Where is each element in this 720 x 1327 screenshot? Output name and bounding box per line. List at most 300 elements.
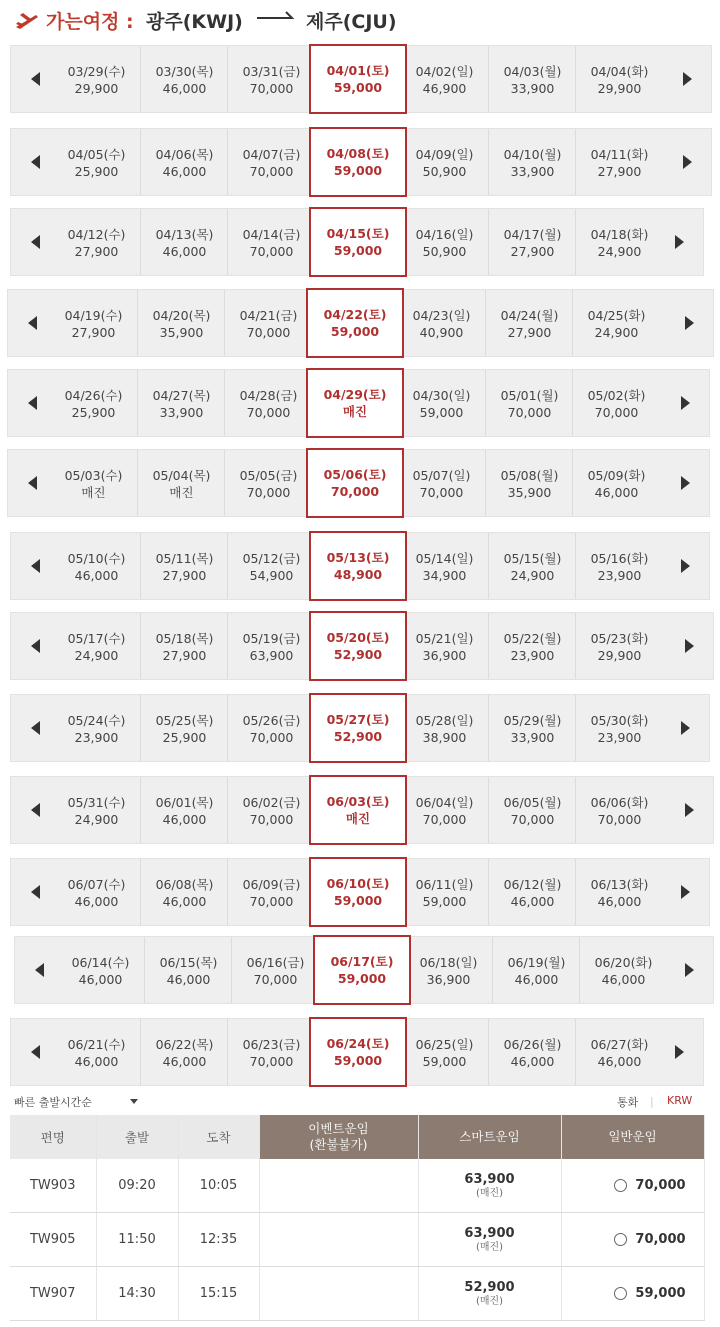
day-date: 04/24(월) (500, 308, 559, 323)
day-date: 05/09(화) (587, 468, 646, 483)
day-cell[interactable] (398, 290, 485, 356)
day-price: 46,900 (422, 81, 467, 96)
day-cell[interactable] (53, 129, 140, 195)
selected-day-cell[interactable] (309, 531, 407, 601)
day-price: 매진 (81, 485, 106, 500)
day-price: 59,000 (333, 893, 383, 908)
day-date: 04/19(수) (64, 308, 123, 323)
selected-day-cell[interactable] (306, 448, 404, 518)
day-price: 27,900 (510, 244, 555, 259)
day-date: 04/16(일) (415, 227, 474, 242)
day-date: 06/01(목) (155, 795, 214, 810)
day-price: 70,000 (507, 405, 552, 420)
smart-fare-soldout: (매진) (475, 1241, 504, 1253)
next-week-button[interactable] (667, 1019, 691, 1085)
day-price: 33,900 (510, 81, 555, 96)
chevron-left-icon (31, 721, 40, 735)
week-row (10, 208, 704, 276)
chevron-left-icon (31, 1045, 40, 1059)
day-cell[interactable] (405, 937, 492, 1003)
day-price: 25,900 (74, 164, 119, 179)
day-date: 06/26(월) (503, 1037, 562, 1052)
day-cell[interactable] (224, 290, 312, 356)
day-price: 24,900 (74, 648, 119, 663)
day-cell[interactable] (488, 695, 576, 761)
day-date: 05/04(목) (152, 468, 211, 483)
day-cell[interactable] (575, 533, 663, 599)
day-cell[interactable] (50, 370, 137, 436)
day-cell[interactable] (227, 46, 315, 112)
day-date: 06/27(화) (590, 1037, 649, 1052)
day-cell[interactable] (401, 613, 488, 679)
day-date: 04/06(목) (155, 147, 214, 162)
day-cell[interactable] (227, 209, 315, 275)
day-price: 70,000 (249, 164, 294, 179)
day-price: 46,000 (162, 894, 207, 909)
selected-day-cell[interactable] (309, 857, 407, 927)
day-cell[interactable] (401, 209, 488, 275)
day-price: 54,900 (249, 568, 294, 583)
day-date: 04/08(토) (326, 146, 390, 161)
prev-week-button[interactable] (20, 450, 44, 516)
day-cell[interactable] (575, 1019, 663, 1085)
route-destination: 제주(CJU) (306, 11, 397, 33)
day-date: 06/16(금) (246, 955, 305, 970)
day-cell[interactable] (53, 533, 140, 599)
day-date: 03/31(금) (242, 64, 301, 79)
day-cell[interactable] (488, 1019, 576, 1085)
week-row (7, 289, 714, 357)
day-cell[interactable] (224, 370, 312, 436)
day-cell[interactable] (53, 209, 140, 275)
day-date: 06/15(목) (159, 955, 218, 970)
prev-week-button[interactable] (23, 777, 47, 843)
day-cell[interactable] (572, 450, 660, 516)
day-price: 매진 (342, 404, 368, 419)
chevron-right-icon (685, 316, 694, 330)
day-date: 05/02(화) (587, 388, 646, 403)
day-cell[interactable] (401, 46, 488, 112)
day-cell[interactable] (144, 937, 232, 1003)
day-date: 06/02(금) (242, 795, 301, 810)
day-price: 70,000 (246, 405, 291, 420)
day-cell[interactable] (227, 777, 315, 843)
chevron-left-icon (31, 72, 40, 86)
fare-radio[interactable] (614, 1233, 627, 1246)
smart-fare-amount: 52,900 (464, 1279, 515, 1295)
day-date: 05/21(일) (415, 631, 474, 646)
day-cell[interactable] (401, 777, 488, 843)
chevron-right-icon (681, 476, 690, 490)
day-price: 24,900 (74, 812, 119, 827)
day-date: 05/23(화) (590, 631, 649, 646)
day-price: 29,900 (597, 81, 642, 96)
fare-radio[interactable] (614, 1287, 627, 1300)
day-date: 05/28(일) (415, 713, 474, 728)
selected-day-cell[interactable] (309, 44, 407, 114)
prev-week-button[interactable] (23, 695, 47, 761)
day-price: 33,900 (510, 730, 555, 745)
day-price: 27,900 (162, 568, 207, 583)
day-price: 70,000 (253, 972, 298, 987)
day-cell[interactable] (231, 937, 319, 1003)
day-price: 46,000 (74, 894, 119, 909)
next-week-button[interactable] (673, 450, 697, 516)
day-date: 04/22(토) (323, 307, 387, 322)
day-price: 46,000 (510, 1054, 555, 1069)
next-week-button[interactable] (675, 46, 699, 112)
day-price: 24,900 (597, 244, 642, 259)
day-date: 04/29(토) (323, 387, 387, 402)
day-date: 06/21(수) (67, 1037, 126, 1052)
fare-radio[interactable] (614, 1179, 627, 1192)
day-price: 59,000 (333, 80, 383, 95)
week-row (10, 45, 712, 113)
selected-day-cell[interactable] (306, 368, 404, 438)
selected-day-cell[interactable] (309, 611, 407, 681)
day-cell[interactable] (485, 290, 573, 356)
table-row (10, 1267, 704, 1321)
day-cell[interactable] (50, 290, 137, 356)
selected-day-cell[interactable] (309, 1017, 407, 1087)
next-week-button[interactable] (675, 129, 699, 195)
day-date: 04/17(월) (503, 227, 562, 242)
selected-day-cell[interactable] (309, 693, 407, 763)
day-price: 70,000 (510, 812, 555, 827)
day-price: 40,900 (419, 325, 464, 340)
header-event-fare (259, 1115, 418, 1159)
day-cell[interactable] (575, 209, 663, 275)
next-week-button[interactable] (677, 777, 701, 843)
day-cell[interactable] (401, 533, 488, 599)
day-price: 27,900 (507, 325, 552, 340)
day-cell[interactable] (140, 209, 228, 275)
prev-week-button[interactable] (23, 46, 47, 112)
week-row (10, 532, 710, 600)
day-cell[interactable] (227, 613, 315, 679)
day-price: 25,900 (162, 730, 207, 745)
day-price: 50,900 (422, 244, 467, 259)
day-price: 매진 (169, 485, 194, 500)
day-date: 04/02(일) (415, 64, 474, 79)
day-date: 06/09(금) (242, 877, 301, 892)
day-price: 70,000 (422, 812, 467, 827)
day-date: 05/18(목) (155, 631, 214, 646)
day-price: 46,000 (162, 812, 207, 827)
normal-fare-cell[interactable] (561, 1213, 704, 1267)
next-week-button[interactable] (673, 695, 697, 761)
day-date: 05/01(월) (500, 388, 559, 403)
prev-week-button[interactable] (20, 290, 44, 356)
day-price: 매진 (345, 811, 371, 826)
day-price: 27,900 (74, 244, 119, 259)
day-cell[interactable] (53, 777, 140, 843)
day-price: 24,900 (510, 568, 555, 583)
selected-day-cell[interactable] (309, 775, 407, 845)
day-cell[interactable] (575, 613, 663, 679)
day-date: 05/06(토) (323, 467, 387, 482)
day-cell[interactable] (401, 859, 488, 925)
arrive-time: 15:15 (178, 1267, 259, 1321)
header-flight: 편명 (10, 1115, 96, 1159)
currency-value[interactable]: KRW (667, 1094, 693, 1107)
day-price: 24,900 (594, 325, 639, 340)
day-cell[interactable] (227, 129, 315, 195)
day-price: 52,900 (333, 647, 383, 662)
day-price: 48,900 (333, 567, 383, 582)
chevron-right-icon (681, 396, 690, 410)
day-cell[interactable] (50, 450, 137, 516)
day-date: 04/30(일) (412, 388, 471, 403)
day-price: 35,900 (159, 325, 204, 340)
next-week-button[interactable] (667, 209, 691, 275)
depart-time: 14:30 (96, 1267, 178, 1321)
day-cell[interactable] (398, 450, 485, 516)
day-cell[interactable] (488, 129, 576, 195)
day-date: 06/04(일) (415, 795, 474, 810)
sort-select[interactable]: 빠른 출발시간순 (14, 1096, 92, 1109)
day-price: 34,900 (422, 568, 467, 583)
day-date: 06/12(월) (503, 877, 562, 892)
day-price: 70,000 (246, 485, 291, 500)
day-cell[interactable] (53, 695, 140, 761)
day-date: 05/17(수) (67, 631, 126, 646)
day-cell[interactable] (572, 290, 660, 356)
chevron-down-icon[interactable] (130, 1099, 138, 1104)
day-cell[interactable] (53, 1019, 140, 1085)
chevron-right-icon (685, 963, 694, 977)
day-price: 70,000 (249, 894, 294, 909)
day-date: 05/11(목) (155, 551, 214, 566)
chevron-right-icon (681, 559, 690, 573)
next-week-button[interactable] (673, 370, 697, 436)
chevron-right-icon (675, 1045, 684, 1059)
day-cell[interactable] (140, 1019, 228, 1085)
day-cell[interactable] (485, 370, 573, 436)
next-week-button[interactable] (677, 937, 701, 1003)
day-date: 04/09(일) (415, 147, 474, 162)
day-cell[interactable] (488, 46, 576, 112)
day-price: 46,000 (597, 894, 642, 909)
chevron-left-icon (31, 885, 40, 899)
day-cell[interactable] (488, 859, 576, 925)
day-date: 05/05(금) (239, 468, 298, 483)
prev-week-button[interactable] (23, 129, 47, 195)
day-price: 46,000 (510, 894, 555, 909)
day-date: 05/26(금) (242, 713, 301, 728)
prev-week-button[interactable] (23, 533, 47, 599)
day-cell[interactable] (575, 46, 663, 112)
chevron-left-icon (31, 803, 40, 817)
table-row (10, 1159, 704, 1213)
selected-day-cell[interactable] (309, 127, 407, 197)
day-date: 05/27(토) (326, 712, 390, 727)
day-cell[interactable] (579, 937, 667, 1003)
day-price: 70,000 (597, 812, 642, 827)
normal-fare-cell[interactable] (561, 1159, 704, 1213)
chevron-right-icon (681, 885, 690, 899)
day-cell[interactable] (488, 533, 576, 599)
day-cell[interactable] (140, 859, 228, 925)
day-date: 06/05(월) (503, 795, 562, 810)
day-cell[interactable] (137, 450, 225, 516)
day-cell[interactable] (488, 209, 576, 275)
week-row (10, 128, 712, 196)
day-date: 04/14(금) (242, 227, 301, 242)
smart-fare-cell (418, 1159, 561, 1213)
day-price: 23,900 (74, 730, 119, 745)
day-cell[interactable] (401, 129, 488, 195)
day-price: 46,000 (162, 164, 207, 179)
prev-week-button[interactable] (23, 209, 47, 275)
day-price: 59,000 (337, 971, 387, 986)
day-cell[interactable] (575, 859, 663, 925)
day-cell[interactable] (401, 1019, 488, 1085)
day-cell[interactable] (398, 370, 485, 436)
day-cell[interactable] (53, 46, 140, 112)
day-date: 05/16(화) (590, 551, 649, 566)
day-date: 05/15(월) (503, 551, 562, 566)
day-cell[interactable] (140, 777, 228, 843)
day-cell[interactable] (227, 533, 315, 599)
chevron-right-icon (681, 721, 690, 735)
day-price: 70,000 (249, 81, 294, 96)
day-cell[interactable] (224, 450, 312, 516)
day-price: 59,000 (333, 243, 383, 258)
chevron-right-icon (683, 72, 692, 86)
week-row (10, 694, 710, 762)
chevron-left-icon (31, 155, 40, 169)
prev-week-button[interactable] (27, 937, 51, 1003)
day-cell[interactable] (140, 129, 228, 195)
day-cell[interactable] (401, 695, 488, 761)
next-week-button[interactable] (673, 859, 697, 925)
day-cell[interactable] (575, 777, 663, 843)
day-date: 05/10(수) (67, 551, 126, 566)
next-week-button[interactable] (677, 290, 701, 356)
day-price: 46,000 (601, 972, 646, 987)
day-price: 46,000 (74, 1054, 119, 1069)
day-cell[interactable] (137, 290, 225, 356)
day-cell[interactable] (488, 777, 576, 843)
day-cell[interactable] (575, 129, 663, 195)
day-price: 70,000 (249, 730, 294, 745)
day-cell[interactable] (575, 695, 663, 761)
day-price: 70,000 (419, 485, 464, 500)
day-price: 36,900 (422, 648, 467, 663)
day-price: 46,000 (597, 1054, 642, 1069)
prev-week-button[interactable] (23, 1019, 47, 1085)
prev-week-button[interactable] (20, 370, 44, 436)
day-cell[interactable] (485, 450, 573, 516)
day-date: 05/24(수) (67, 713, 126, 728)
day-price: 29,900 (597, 648, 642, 663)
depart-time: 09:20 (96, 1159, 178, 1213)
smart-fare-cell (418, 1267, 561, 1321)
week-row (10, 858, 710, 926)
flight-number: TW903 (10, 1159, 96, 1213)
day-price: 36,900 (426, 972, 471, 987)
day-date: 05/22(월) (503, 631, 562, 646)
day-date: 06/10(토) (326, 876, 390, 891)
normal-fare-amount: 70,000 (635, 1178, 686, 1193)
day-date: 05/20(토) (326, 630, 390, 645)
day-date: 05/14(일) (415, 551, 474, 566)
day-price: 23,900 (510, 648, 555, 663)
table-row (10, 1213, 704, 1267)
day-price: 46,000 (78, 972, 123, 987)
day-price: 59,000 (333, 1053, 383, 1068)
day-price: 59,000 (419, 405, 464, 420)
day-cell[interactable] (53, 859, 140, 925)
day-date: 06/17(토) (330, 954, 394, 969)
day-date: 06/08(목) (155, 877, 214, 892)
day-price: 33,900 (510, 164, 555, 179)
day-price: 35,900 (507, 485, 552, 500)
normal-fare-cell[interactable] (561, 1267, 704, 1321)
selected-day-cell[interactable] (313, 935, 411, 1005)
chevron-left-icon (28, 316, 37, 330)
selected-day-cell[interactable] (306, 288, 404, 358)
day-date: 06/22(목) (155, 1037, 214, 1052)
day-date: 06/07(수) (67, 877, 126, 892)
day-date: 05/07(일) (412, 468, 471, 483)
currency-label: 통화 (617, 1096, 639, 1109)
day-date: 06/18(일) (419, 955, 478, 970)
day-cell[interactable] (227, 1019, 315, 1085)
day-date: 06/23(금) (242, 1037, 301, 1052)
route-arrow-icon (256, 10, 294, 24)
day-cell[interactable] (137, 370, 225, 436)
day-price: 70,000 (249, 812, 294, 827)
day-cell[interactable] (140, 533, 228, 599)
day-cell[interactable] (53, 613, 140, 679)
next-week-button[interactable] (673, 533, 697, 599)
day-date: 04/15(토) (326, 226, 390, 241)
selected-day-cell[interactable] (309, 207, 407, 277)
day-price: 46,000 (166, 972, 211, 987)
day-price: 29,900 (74, 81, 119, 96)
week-row (10, 1018, 704, 1086)
day-cell[interactable] (572, 370, 660, 436)
day-cell[interactable] (140, 613, 228, 679)
header-arrive: 도착 (178, 1115, 259, 1159)
day-date: 04/04(화) (590, 64, 649, 79)
day-cell[interactable] (492, 937, 580, 1003)
day-cell[interactable] (227, 695, 315, 761)
prev-week-button[interactable] (23, 859, 47, 925)
chevron-right-icon (685, 803, 694, 817)
day-cell[interactable] (57, 937, 144, 1003)
day-date: 06/25(일) (415, 1037, 474, 1052)
day-date: 04/25(화) (587, 308, 646, 323)
next-week-button[interactable] (677, 613, 701, 679)
day-price: 70,000 (249, 1054, 294, 1069)
prev-week-button[interactable] (23, 613, 47, 679)
day-cell[interactable] (227, 859, 315, 925)
route-header (0, 0, 720, 40)
day-date: 06/20(화) (594, 955, 653, 970)
header-normal-fare: 일반운임 (561, 1115, 704, 1159)
day-price: 59,000 (422, 1054, 467, 1069)
day-date: 04/28(금) (239, 388, 298, 403)
day-cell[interactable] (140, 46, 228, 112)
day-cell[interactable] (488, 613, 576, 679)
chevron-left-icon (31, 235, 40, 249)
day-date: 06/14(수) (71, 955, 130, 970)
day-price: 25,900 (71, 405, 116, 420)
day-cell[interactable] (140, 695, 228, 761)
